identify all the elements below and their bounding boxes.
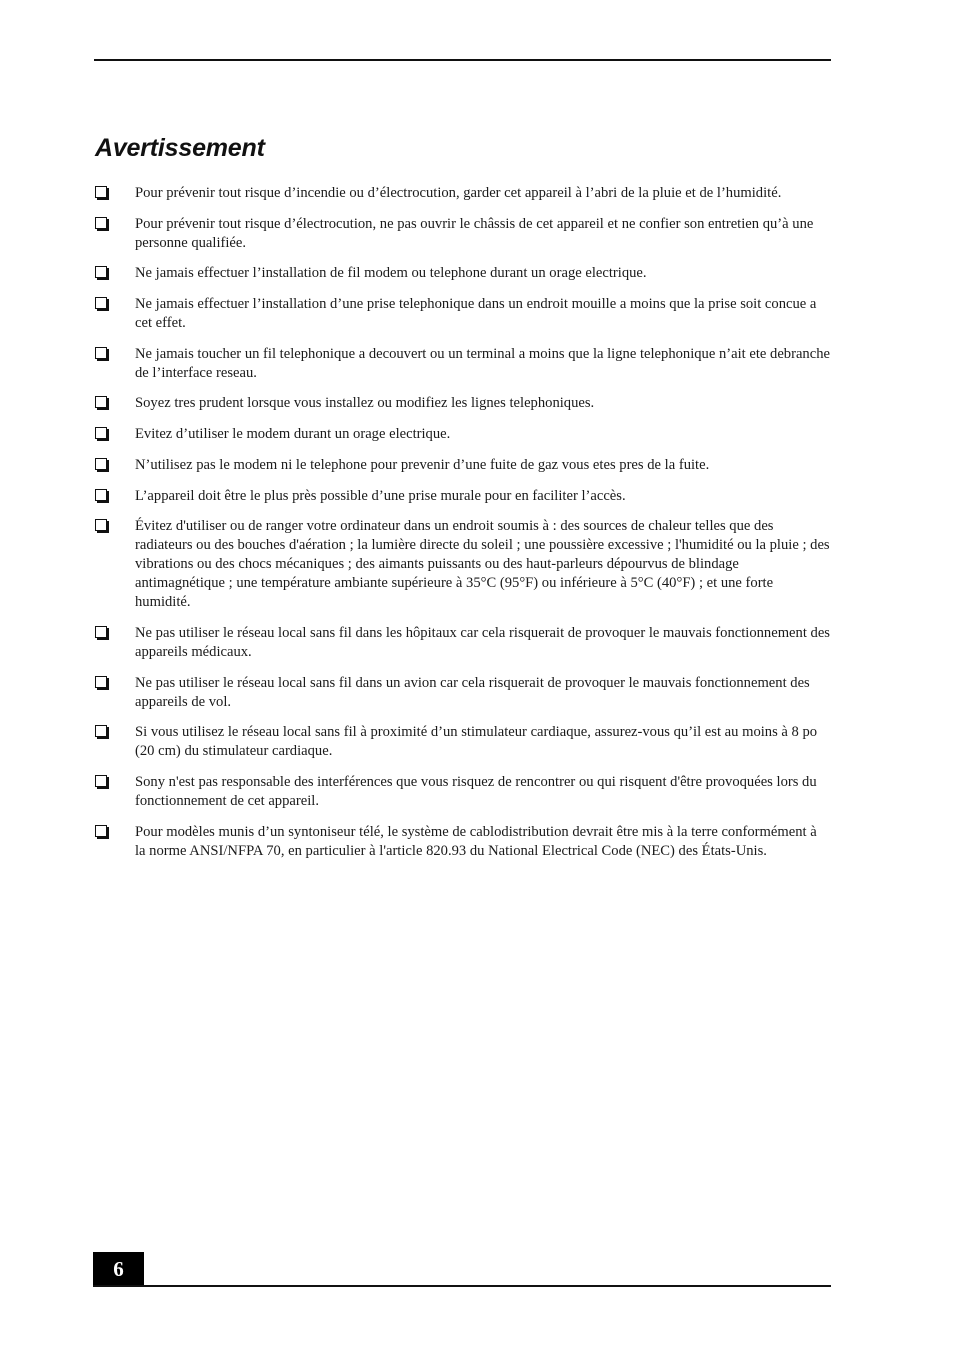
checkbox-square-icon bbox=[95, 217, 107, 229]
checkbox-square-icon bbox=[95, 396, 107, 408]
footer-rule bbox=[93, 1285, 831, 1287]
header-rule bbox=[94, 59, 831, 61]
list-item bbox=[94, 394, 830, 413]
checkbox-square-icon bbox=[95, 458, 107, 470]
page-number: 6 bbox=[93, 1252, 144, 1287]
checkbox-square-icon bbox=[95, 519, 107, 531]
list-item-text: Si vous utilisez le réseau local sans fil à proximité d’un stimulateur cardiaque, assurez-vous qu’il est au moins à 8 po (20 cm) du stimulateur cardiaque. bbox=[135, 724, 818, 760]
checkbox-square-icon bbox=[95, 775, 107, 787]
list-item-text: Pour modèles munis d’un syntoniseur télé, le système de cablodistribution devrait être mis à la terre conformément à la norme ANSI/NFPA 70, en particulier à l'article 820.93 du National Electrical Code (NEC) des États-Unis. bbox=[135, 823, 817, 859]
warning-list bbox=[94, 184, 830, 872]
checkbox-square-icon bbox=[95, 297, 107, 309]
list-item-text: Évitez d'utiliser ou de ranger votre ordinateur dans un endroit soumis à : des sources de chaleur telles que des radiateurs ou des bouches d'aération ; la lumière directe du soleil ; une poussière excessive ; l'humidité ou la pluie ; des vibrations ou des chocs mécaniques ; des aimants puissants ou des haut-parleurs dépourvus de blindage antimagnétique ; une température ambiante supérieure à 35°C (95°F) ou inférieure à 5°C (40°F) ; et une forte humidité. bbox=[135, 518, 830, 611]
checkbox-square-icon bbox=[95, 489, 107, 501]
checkbox-square-icon bbox=[95, 347, 107, 359]
list-item bbox=[94, 487, 830, 506]
checkbox-square-icon bbox=[95, 186, 107, 198]
list-item bbox=[94, 264, 830, 283]
list-item-text: Soyez tres prudent lorsque vous installez ou modifiez les lignes telephoniques. bbox=[135, 395, 595, 412]
list-item-text: Sony n'est pas responsable des interférences que vous risquez de rencontrer ou qui risquent d'être provoquées lors du fonctionnement de cet appareil. bbox=[135, 773, 817, 809]
list-item bbox=[94, 517, 830, 612]
list-item bbox=[94, 723, 830, 761]
list-item-text: L’appareil doit être le plus près possible d’une prise murale pour en faciliter l’accès. bbox=[135, 487, 626, 504]
page-heading: Avertissement bbox=[95, 134, 265, 162]
list-item bbox=[94, 674, 830, 712]
checkbox-square-icon bbox=[95, 427, 107, 439]
list-item bbox=[94, 184, 830, 203]
checkbox-square-icon bbox=[95, 266, 107, 278]
list-item bbox=[94, 624, 830, 662]
list-item-text: Pour prévenir tout risque d’électrocution, ne pas ouvrir le châssis de cet appareil et ne confier son entretien qu’à une personne qualifiée. bbox=[135, 215, 814, 251]
list-item bbox=[94, 345, 830, 383]
checkbox-square-icon bbox=[95, 626, 107, 638]
list-item bbox=[94, 215, 830, 253]
list-item-text: Ne jamais effectuer l’installation d’une prise telephonique dans un endroit mouille a moins que la prise soit concue a cet effet. bbox=[135, 296, 817, 332]
list-item-text: N’utilisez pas le modem ni le telephone pour prevenir d’une fuite de gaz vous etes pres de la fuite. bbox=[135, 456, 710, 473]
list-item-text: Ne pas utiliser le réseau local sans fil dans les hôpitaux car cela risquerait de provoquer le mauvais fonctionnement des appareils médicaux. bbox=[135, 624, 830, 660]
checkbox-square-icon bbox=[95, 725, 107, 737]
list-item-text: Evitez d’utiliser le modem durant un orage electrique. bbox=[135, 426, 451, 443]
list-item-text: Ne jamais toucher un fil telephonique a decouvert ou un terminal a moins que la ligne telephonique n’ait ete debranche de l’interface reseau. bbox=[135, 345, 830, 381]
list-item-text: Ne pas utiliser le réseau local sans fil dans un avion car cela risquerait de provoquer le mauvais fonctionnement des appareils de vol. bbox=[135, 674, 810, 710]
list-item bbox=[94, 295, 830, 333]
checkbox-square-icon bbox=[95, 825, 107, 837]
list-item bbox=[94, 823, 830, 861]
list-item bbox=[94, 773, 830, 811]
list-item-text: Pour prévenir tout risque d’incendie ou d’électrocution, garder cet appareil à l’abri de la pluie et de l’humidité. bbox=[135, 185, 782, 201]
list-item bbox=[94, 456, 830, 475]
checkbox-square-icon bbox=[95, 676, 107, 688]
list-item-text: Ne jamais effectuer l’installation de fil modem ou telephone durant un orage electrique. bbox=[135, 265, 647, 282]
list-item bbox=[94, 425, 830, 444]
